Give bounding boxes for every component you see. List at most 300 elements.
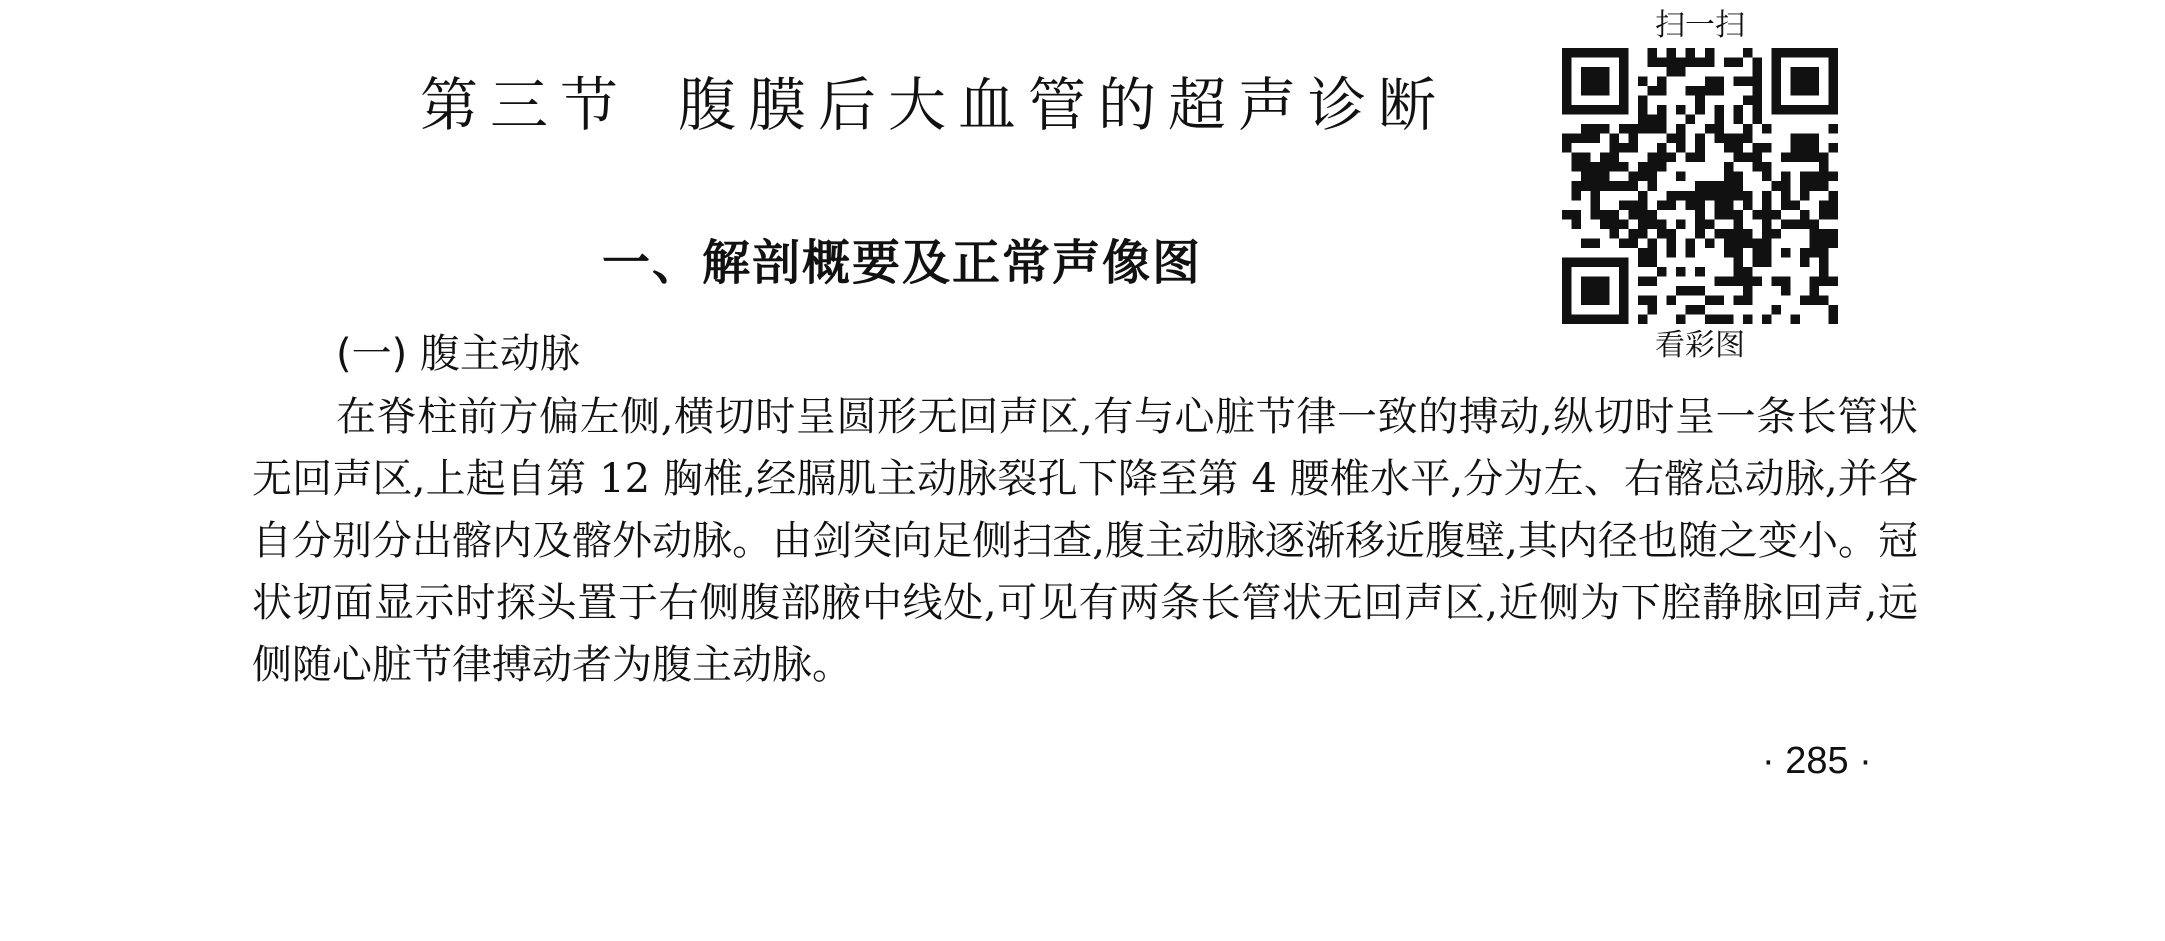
qr-module — [1762, 143, 1772, 153]
qr-module — [1733, 143, 1743, 153]
subheading: 一、解剖概要及正常声像图 — [602, 235, 1203, 291]
qr-module — [1600, 219, 1610, 229]
qr-module — [1572, 153, 1582, 163]
qr-module — [1610, 257, 1620, 267]
qr-module — [1619, 143, 1629, 153]
qr-module — [1819, 238, 1829, 248]
qr-module — [1667, 191, 1677, 201]
qr-module — [1600, 86, 1610, 96]
qr-module — [1562, 67, 1572, 77]
qr-module — [1809, 248, 1819, 258]
qr-module — [1610, 219, 1620, 229]
qr-module — [1648, 305, 1658, 315]
qr-module — [1724, 314, 1734, 324]
qr-module — [1695, 229, 1705, 239]
qr-module — [1619, 105, 1629, 115]
qr-module — [1819, 295, 1829, 305]
qr-module — [1591, 314, 1601, 324]
qr-module — [1828, 124, 1838, 134]
qr-module — [1809, 238, 1819, 248]
qr-module — [1676, 172, 1686, 182]
qr-module — [1809, 86, 1819, 96]
qr-module — [1800, 257, 1810, 267]
qr-module — [1752, 86, 1762, 96]
qr-module — [1705, 58, 1715, 68]
qr-module — [1724, 238, 1734, 248]
qr-module — [1581, 172, 1591, 182]
qr-module — [1790, 143, 1800, 153]
qr-code-icon[interactable] — [1562, 48, 1838, 324]
qr-module — [1743, 134, 1753, 144]
qr-module — [1619, 200, 1629, 210]
qr-module — [1771, 77, 1781, 87]
qr-module — [1714, 115, 1724, 125]
qr-module — [1648, 210, 1658, 220]
qr-module — [1638, 257, 1648, 267]
qr-module — [1809, 172, 1819, 182]
qr-module — [1762, 162, 1772, 172]
qr-module — [1581, 276, 1591, 286]
qr-module — [1600, 162, 1610, 172]
qr-module — [1714, 229, 1724, 239]
qr-module — [1733, 191, 1743, 201]
qr-module — [1819, 276, 1829, 286]
qr-module — [1714, 210, 1724, 220]
qr-module — [1629, 229, 1639, 239]
qr-module — [1714, 181, 1724, 191]
qr-module — [1610, 105, 1620, 115]
qr-module — [1705, 191, 1715, 201]
qr-caption-bottom: 看彩图 — [1655, 328, 1745, 363]
qr-module — [1781, 172, 1791, 182]
qr-module — [1724, 276, 1734, 286]
qr-module — [1657, 105, 1667, 115]
qr-module — [1724, 58, 1734, 68]
qr-module — [1610, 210, 1620, 220]
qr-module — [1819, 210, 1829, 220]
qr-module — [1581, 67, 1591, 77]
qr-module — [1591, 162, 1601, 172]
qr-module — [1790, 67, 1800, 77]
qr-module — [1667, 48, 1677, 58]
qr-module — [1800, 77, 1810, 87]
qr-module — [1667, 134, 1677, 144]
qr-module — [1667, 153, 1677, 163]
qr-module — [1657, 153, 1667, 163]
qr-module — [1572, 210, 1582, 220]
qr-module — [1781, 181, 1791, 191]
qr-module — [1771, 229, 1781, 239]
qr-module — [1591, 257, 1601, 267]
qr-module — [1714, 134, 1724, 144]
qr-module — [1743, 153, 1753, 163]
qr-module — [1610, 162, 1620, 172]
qr-module — [1562, 286, 1572, 296]
qr-module — [1619, 86, 1629, 96]
qr-module — [1638, 314, 1648, 324]
qr-module — [1743, 200, 1753, 210]
qr-module — [1657, 200, 1667, 210]
qr-module — [1819, 200, 1829, 210]
qr-module — [1819, 229, 1829, 239]
qr-module — [1638, 276, 1648, 286]
qr-module — [1800, 219, 1810, 229]
qr-module — [1667, 58, 1677, 68]
qr-module — [1828, 58, 1838, 68]
qr-module — [1752, 162, 1762, 172]
qr-module — [1686, 48, 1696, 58]
qr-module — [1809, 48, 1819, 58]
qr-module — [1733, 105, 1743, 115]
qr-module — [1638, 210, 1648, 220]
qr-module — [1591, 276, 1601, 286]
qr-module — [1743, 229, 1753, 239]
qr-module — [1809, 295, 1819, 305]
qr-module — [1819, 153, 1829, 163]
qr-module — [1591, 105, 1601, 115]
qr-module — [1638, 77, 1648, 87]
qr-module — [1562, 276, 1572, 286]
qr-module — [1733, 58, 1743, 68]
qr-module — [1781, 276, 1791, 286]
qr-module — [1638, 191, 1648, 201]
qr-module — [1638, 96, 1648, 106]
qr-module — [1771, 48, 1781, 58]
qr-module — [1800, 67, 1810, 77]
qr-module — [1591, 172, 1601, 182]
qr-module — [1562, 314, 1572, 324]
qr-module — [1686, 305, 1696, 315]
qr-module — [1581, 238, 1591, 248]
qr-module — [1762, 124, 1772, 134]
qr-module — [1676, 267, 1686, 277]
qr-module — [1790, 86, 1800, 96]
qr-module — [1695, 58, 1705, 68]
qr-module — [1562, 96, 1572, 106]
qr-module — [1629, 134, 1639, 144]
qr-module — [1733, 276, 1743, 286]
qr-module — [1619, 305, 1629, 315]
qr-module — [1705, 48, 1715, 58]
qr-module — [1619, 238, 1629, 248]
qr-module — [1800, 153, 1810, 163]
qr-module — [1733, 248, 1743, 258]
qr-module — [1714, 77, 1724, 87]
qr-module — [1790, 153, 1800, 163]
qr-module — [1828, 229, 1838, 239]
qr-module — [1705, 295, 1715, 305]
qr-module — [1828, 48, 1838, 58]
qr-module — [1648, 162, 1658, 172]
qr-module — [1562, 210, 1572, 220]
qr-module — [1790, 77, 1800, 87]
qr-module — [1762, 314, 1772, 324]
qr-module — [1695, 143, 1705, 153]
qr-module — [1733, 219, 1743, 229]
qr-module — [1714, 314, 1724, 324]
qr-module — [1762, 238, 1772, 248]
qr-module — [1828, 77, 1838, 87]
qr-module — [1752, 115, 1762, 125]
qr-module — [1733, 267, 1743, 277]
qr-block[interactable] — [1560, 8, 1840, 364]
qr-module — [1686, 153, 1696, 163]
qr-module — [1591, 286, 1601, 296]
qr-module — [1572, 219, 1582, 229]
qr-module — [1562, 257, 1572, 267]
qr-module — [1572, 314, 1582, 324]
qr-module — [1714, 276, 1724, 286]
qr-module — [1752, 96, 1762, 106]
qr-module — [1619, 257, 1629, 267]
qr-module — [1809, 219, 1819, 229]
qr-module — [1676, 58, 1686, 68]
qr-module — [1667, 295, 1677, 305]
qr-module — [1562, 48, 1572, 58]
qr-module — [1581, 257, 1591, 267]
qr-module — [1562, 267, 1572, 277]
qr-module — [1562, 143, 1572, 153]
qr-module — [1743, 286, 1753, 296]
qr-module — [1610, 134, 1620, 144]
qr-module — [1695, 86, 1705, 96]
qr-module — [1648, 295, 1658, 305]
qr-module — [1676, 124, 1686, 134]
qr-module — [1572, 105, 1582, 115]
qr-module — [1581, 86, 1591, 96]
qr-module — [1676, 67, 1686, 77]
qr-module — [1581, 295, 1591, 305]
qr-module — [1733, 238, 1743, 248]
qr-module — [1819, 162, 1829, 172]
qr-module — [1781, 105, 1791, 115]
qr-module — [1695, 191, 1705, 201]
qr-module — [1562, 295, 1572, 305]
qr-module — [1591, 134, 1601, 144]
qr-module — [1771, 276, 1781, 286]
qr-module — [1648, 58, 1658, 68]
qr-module — [1591, 86, 1601, 96]
qr-module — [1591, 48, 1601, 58]
qr-module — [1648, 219, 1658, 229]
qr-module — [1600, 210, 1610, 220]
qr-module — [1638, 229, 1648, 239]
qr-module — [1800, 48, 1810, 58]
qr-module — [1819, 48, 1829, 58]
qr-module — [1686, 238, 1696, 248]
qr-module — [1828, 96, 1838, 106]
qr-module — [1809, 276, 1819, 286]
qr-module — [1676, 105, 1686, 115]
qr-module — [1743, 124, 1753, 134]
qr-module — [1819, 267, 1829, 277]
qr-module — [1819, 248, 1829, 258]
qr-module — [1581, 77, 1591, 87]
qr-module — [1695, 153, 1705, 163]
qr-module — [1648, 257, 1658, 267]
qr-module — [1591, 200, 1601, 210]
qr-module — [1657, 162, 1667, 172]
qr-module — [1828, 105, 1838, 115]
qr-module — [1600, 295, 1610, 305]
qr-module — [1619, 124, 1629, 134]
qr-module — [1581, 181, 1591, 191]
qr-module — [1733, 77, 1743, 87]
qr-module — [1572, 181, 1582, 191]
qr-module — [1743, 276, 1753, 286]
qr-module — [1714, 295, 1724, 305]
qr-module — [1752, 77, 1762, 87]
qr-module — [1581, 105, 1591, 115]
qr-module — [1591, 77, 1601, 87]
qr-module — [1591, 210, 1601, 220]
qr-module — [1695, 105, 1705, 115]
qr-module — [1667, 67, 1677, 77]
body-paragraph: 在脊柱前方偏左侧,横切时呈圆形无回声区,有与心脏节律一致的搏动,纵切时呈一条长管状无回声区,上起自第 12 胸椎,经膈肌主动脉裂孔下降至第 4 腰椎水平,分为左、右髂总动脉,并各自分别分出髂内及髂外动脉。由剑突向足侧扫查,腹主动脉逐渐移近腹壁,其内径也随之变小。冠状切面显示时探头置于右侧腹部腋中线处,可见有两条长管状无回声区,近侧为下腔静脉回声,远侧随心脏节律搏动者为腹主动脉。 — [252, 394, 1918, 688]
qr-module — [1724, 248, 1734, 258]
qr-module — [1600, 286, 1610, 296]
qr-module — [1695, 286, 1705, 296]
qr-module — [1562, 305, 1572, 315]
qr-module — [1790, 314, 1800, 324]
qr-module — [1762, 229, 1772, 239]
qr-module — [1657, 124, 1667, 134]
qr-module — [1619, 162, 1629, 172]
qr-module — [1752, 276, 1762, 286]
qr-module — [1695, 305, 1705, 315]
qr-module — [1648, 238, 1658, 248]
qr-module — [1724, 162, 1734, 172]
qr-module — [1619, 276, 1629, 286]
qr-module — [1743, 191, 1753, 201]
qr-module — [1800, 248, 1810, 258]
qr-module — [1828, 86, 1838, 96]
qr-module — [1695, 96, 1705, 106]
qr-module — [1828, 210, 1838, 220]
qr-module — [1619, 58, 1629, 68]
qr-module — [1657, 229, 1667, 239]
qr-module — [1686, 115, 1696, 125]
qr-module — [1619, 286, 1629, 296]
qr-module — [1619, 314, 1629, 324]
qr-module — [1781, 48, 1791, 58]
qr-module — [1724, 191, 1734, 201]
qr-module — [1800, 181, 1810, 191]
qr-module — [1676, 314, 1686, 324]
qr-module — [1743, 48, 1753, 58]
qr-module — [1705, 86, 1715, 96]
qr-module — [1591, 181, 1601, 191]
qr-module — [1610, 143, 1620, 153]
qr-module — [1733, 153, 1743, 163]
qr-module — [1600, 77, 1610, 87]
section-title-text: 腹膜后大血管的超声诊断 — [678, 71, 1449, 139]
qr-module — [1724, 229, 1734, 239]
qr-module — [1819, 105, 1829, 115]
qr-module — [1695, 210, 1705, 220]
qr-module — [1828, 238, 1838, 248]
qr-module — [1676, 219, 1686, 229]
qr-module — [1809, 67, 1819, 77]
qr-module — [1638, 162, 1648, 172]
qr-module — [1657, 86, 1667, 96]
qr-module — [1762, 191, 1772, 201]
qr-module — [1809, 77, 1819, 87]
qr-module — [1809, 181, 1819, 191]
qr-module — [1771, 105, 1781, 115]
qr-module — [1809, 134, 1819, 144]
qr-module — [1562, 77, 1572, 87]
qr-module — [1600, 276, 1610, 286]
qr-module — [1667, 248, 1677, 258]
qr-module — [1800, 86, 1810, 96]
qr-module — [1790, 200, 1800, 210]
qr-module — [1572, 162, 1582, 172]
qr-module — [1771, 305, 1781, 315]
qr-module — [1629, 181, 1639, 191]
qr-module — [1676, 286, 1686, 296]
qr-module — [1781, 248, 1791, 258]
qr-module — [1695, 267, 1705, 277]
qr-module — [1752, 153, 1762, 163]
qr-module — [1743, 77, 1753, 87]
qr-module — [1828, 67, 1838, 77]
qr-module — [1619, 96, 1629, 106]
qr-module — [1800, 143, 1810, 153]
qr-module — [1562, 134, 1572, 144]
qr-module — [1638, 105, 1648, 115]
qr-module — [1809, 153, 1819, 163]
qr-module — [1733, 257, 1743, 267]
qr-module — [1781, 153, 1791, 163]
qr-module — [1581, 314, 1591, 324]
qr-module — [1600, 105, 1610, 115]
qr-module — [1705, 238, 1715, 248]
qr-module — [1828, 200, 1838, 210]
qr-module — [1600, 153, 1610, 163]
qr-module — [1819, 172, 1829, 182]
qr-module — [1638, 124, 1648, 134]
qr-module — [1591, 191, 1601, 201]
qr-module — [1743, 267, 1753, 277]
qr-module — [1648, 172, 1658, 182]
qr-module — [1819, 257, 1829, 267]
qr-caption-top: 扫一扫 — [1655, 8, 1745, 43]
qr-module — [1695, 134, 1705, 144]
qr-module — [1790, 219, 1800, 229]
qr-module — [1743, 238, 1753, 248]
qr-module — [1809, 229, 1819, 239]
qr-module — [1676, 191, 1686, 201]
qr-module — [1657, 267, 1667, 277]
qr-module — [1762, 200, 1772, 210]
qr-module — [1752, 105, 1762, 115]
qr-module — [1572, 191, 1582, 201]
qr-module — [1771, 181, 1781, 191]
qr-module — [1790, 48, 1800, 58]
qr-module — [1790, 105, 1800, 115]
qr-module — [1705, 314, 1715, 324]
section-number: 第三节 — [420, 71, 631, 139]
qr-module — [1638, 172, 1648, 182]
qr-module — [1733, 134, 1743, 144]
qr-module — [1771, 58, 1781, 68]
qr-module — [1638, 200, 1648, 210]
qr-module — [1619, 67, 1629, 77]
qr-module — [1619, 219, 1629, 229]
qr-module — [1619, 77, 1629, 87]
qr-module — [1724, 181, 1734, 191]
